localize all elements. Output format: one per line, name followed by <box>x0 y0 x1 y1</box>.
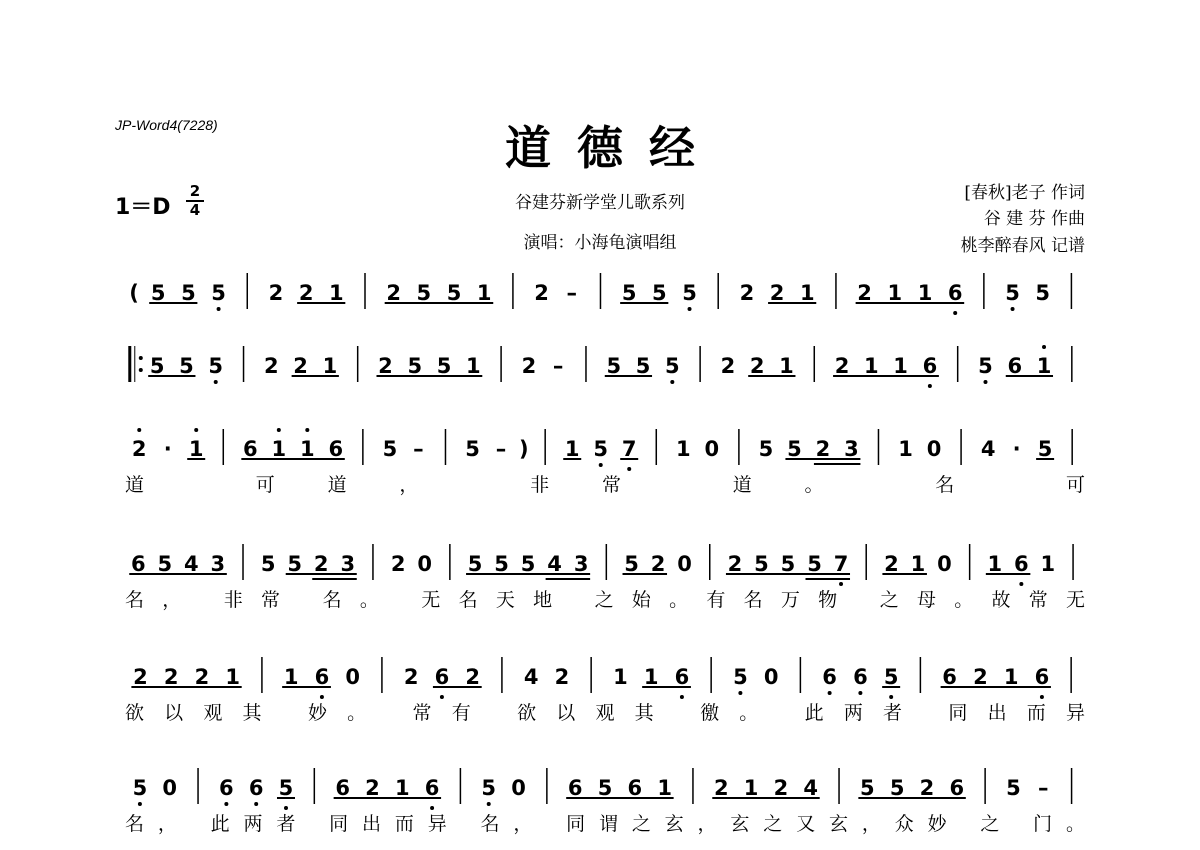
note-number: 1 <box>476 281 492 305</box>
note-number: 6 <box>219 776 234 800</box>
note-number: 6 <box>424 776 440 800</box>
note-number: 5 <box>978 354 993 378</box>
note-number: 5 <box>593 437 609 461</box>
note-number: 2 <box>773 776 789 800</box>
note-number: 6 <box>248 776 264 800</box>
note-number: 5 <box>780 552 796 576</box>
octave-dot-low <box>599 463 603 467</box>
note-number: 6 <box>130 552 146 576</box>
note-number: 1 <box>887 281 903 305</box>
note-number: 5 <box>889 776 905 800</box>
note-number: 2 <box>378 354 393 378</box>
note-number: 5 <box>883 665 899 689</box>
note-number: 4 <box>523 665 539 689</box>
note-number: 0 <box>345 665 361 689</box>
note-number: 6 <box>942 665 957 689</box>
note-number: – <box>552 354 564 378</box>
note-number: 4 <box>980 437 996 461</box>
note-number: 5 <box>382 437 398 461</box>
note-number: 5 <box>733 665 748 689</box>
note-number: 6 <box>822 665 837 689</box>
note-number: 5 <box>446 281 462 305</box>
octave-dot-low <box>254 802 258 806</box>
note-number: 6 <box>947 281 963 305</box>
song-title: 道德经 <box>505 121 721 175</box>
note-number: 2 <box>727 552 743 576</box>
note-number: 6 <box>328 437 344 461</box>
note-number: 2 <box>834 354 850 378</box>
note-number: 5 <box>665 354 680 378</box>
note-number: 2 <box>884 552 899 576</box>
note-number: 6 <box>674 665 690 689</box>
note-number: 2 <box>365 776 380 800</box>
software-label: JP-Word4(7228) <box>115 117 218 133</box>
note-number: 2 <box>720 354 736 378</box>
note-number: 2 <box>973 665 988 689</box>
note-number: 4 <box>803 776 819 800</box>
note-number: 5 <box>635 354 651 378</box>
note-number: 2 <box>133 665 148 689</box>
note-number: 1 <box>1040 552 1056 576</box>
note-number: 1 <box>188 437 204 461</box>
note-number: 2 <box>521 354 537 378</box>
octave-dot-low <box>430 806 434 810</box>
note-number: 7 <box>621 437 637 461</box>
note-number: 5 <box>682 281 697 305</box>
octave-dot-low <box>688 307 692 311</box>
note-number: 1 <box>394 776 410 800</box>
note-number: 2 <box>919 776 935 800</box>
repeat-dot <box>139 356 143 360</box>
note-number: 1 <box>1036 354 1052 378</box>
octave-dot-low <box>1040 695 1044 699</box>
note-number: · <box>163 437 172 461</box>
note-number: 2 <box>194 665 210 689</box>
note-number: 0 <box>511 776 526 800</box>
octave-dot-high <box>194 428 198 432</box>
octave-dot-low <box>828 691 832 695</box>
note-number: 2 <box>403 665 419 689</box>
note-number: 1 <box>1003 665 1019 689</box>
time-denominator: 4 <box>189 201 201 219</box>
note-number: 0 <box>417 552 432 576</box>
octave-dot-low <box>858 691 862 695</box>
note-number: 5 <box>1006 776 1021 800</box>
note-number: 1 <box>271 437 287 461</box>
note-number: 1 <box>613 665 628 689</box>
note-number: 5 <box>150 281 166 305</box>
note-number: 6 <box>949 776 965 800</box>
note-number: 6 <box>853 665 868 689</box>
note-number: 1 <box>322 354 338 378</box>
note-number: 0 <box>763 665 779 689</box>
note-number: 3 <box>573 552 589 576</box>
note-number: 1 <box>779 354 794 378</box>
note-number: 6 <box>1014 552 1029 576</box>
note-number: – <box>1038 776 1049 800</box>
note-number: 5 <box>652 281 667 305</box>
series-subtitle: 谷建芬新学堂儿歌系列 <box>515 193 685 213</box>
note-number: 4 <box>547 552 562 576</box>
note-number: 2 <box>313 552 329 576</box>
note-number: 1 <box>676 437 691 461</box>
note-number: 5 <box>132 776 148 800</box>
note-number: 6 <box>627 776 643 800</box>
note-number: 2 <box>131 437 147 461</box>
note-number: 1 <box>465 354 481 378</box>
octave-dot-low <box>889 695 893 699</box>
octave-dot-low <box>487 802 491 806</box>
note-number: 2 <box>749 354 765 378</box>
note-number: 1 <box>643 665 659 689</box>
octave-dot-low <box>738 691 742 695</box>
repeat-dot <box>139 368 143 372</box>
note-number: ( <box>129 281 139 305</box>
lyrics-line: 名， 非常 名。 无名天地 之始。有名万物 之母。故常无 <box>125 589 1086 611</box>
note-number: 1 <box>300 437 315 461</box>
octave-dot-low <box>440 695 444 699</box>
note-number: 1 <box>987 552 1003 576</box>
note-number: – <box>566 281 578 305</box>
octave-dot-high <box>1042 345 1046 349</box>
octave-dot-low <box>983 380 987 384</box>
note-number: 5 <box>606 354 622 378</box>
note-number: 0 <box>162 776 178 800</box>
note-number: 1 <box>283 665 299 689</box>
octave-dot-low <box>138 802 142 806</box>
credit-composer: 谷 建 芬 作曲 <box>983 209 1085 229</box>
octave-dot-low <box>224 802 228 806</box>
note-number: 0 <box>677 552 692 576</box>
octave-dot-high <box>277 428 281 432</box>
note-number: 0 <box>937 552 952 576</box>
note-number: 5 <box>467 552 483 576</box>
note-number: 5 <box>1005 281 1020 305</box>
note-number: 2 <box>534 281 549 305</box>
note-number: 1 <box>898 437 913 461</box>
octave-dot-low <box>1011 307 1015 311</box>
note-number: 6 <box>335 776 350 800</box>
note-number: 5 <box>208 354 224 378</box>
lyrics-line: 道 可道， 非常 道。 名 可 <box>125 474 1085 496</box>
octave-dot-low <box>320 695 324 699</box>
note-number: 2 <box>390 552 406 576</box>
note-number: 5 <box>494 552 509 576</box>
note-number: 5 <box>157 552 173 576</box>
octave-dot-low <box>214 380 218 384</box>
note-number: 2 <box>857 281 872 305</box>
note-number: 2 <box>739 281 755 305</box>
note-number: 6 <box>922 354 938 378</box>
note-number: 2 <box>163 665 179 689</box>
note-number: · <box>1012 437 1021 461</box>
note-number: 5 <box>179 354 194 378</box>
note-number: 1 <box>225 665 241 689</box>
note-number: 2 <box>769 281 785 305</box>
note-number: 2 <box>554 665 570 689</box>
note-number: 0 <box>704 437 720 461</box>
note-number: – <box>495 437 507 461</box>
note-number: 1 <box>864 354 879 378</box>
note-number: 5 <box>520 552 536 576</box>
note-number: 5 <box>287 552 303 576</box>
note-number: 1 <box>743 776 759 800</box>
note-number: 2 <box>264 354 279 378</box>
note-number: 5 <box>787 437 802 461</box>
time-numerator: 2 <box>189 182 201 200</box>
octave-dot-low <box>217 307 221 311</box>
performer: 演唱：小海龟演唱组 <box>523 233 677 253</box>
credit-lyricist: [春秋]老子 作词 <box>964 183 1085 203</box>
note-number: 1 <box>564 437 580 461</box>
note-number: 5 <box>481 776 497 800</box>
note-number: 2 <box>815 437 831 461</box>
lyrics-line: 欲以观其 妙。 常有 欲以观其 徼。 此两者 同出而异 <box>125 702 1086 724</box>
octave-dot-low <box>839 582 843 586</box>
note-number: 5 <box>621 281 637 305</box>
octave-dot-low <box>953 311 957 315</box>
note-number: 5 <box>1035 281 1051 305</box>
note-number: 2 <box>650 552 666 576</box>
octave-dot-high <box>137 428 141 432</box>
lyrics-line: 名， 此两者 同出而异 名， 同谓之玄，玄之又玄，众妙 之 门。 <box>125 813 1085 835</box>
note-number: 5 <box>624 552 639 576</box>
octave-dot-low <box>680 695 684 699</box>
note-number: 6 <box>567 776 583 800</box>
note-number: 5 <box>758 437 774 461</box>
note-number: 1 <box>799 281 815 305</box>
note-number: 4 <box>183 552 199 576</box>
note-number: 1 <box>910 552 926 576</box>
note-number: ) <box>519 437 529 461</box>
note-number: 0 <box>926 437 942 461</box>
note-number: 5 <box>260 552 276 576</box>
note-number: 2 <box>298 281 314 305</box>
note-number: 2 <box>713 776 729 800</box>
note-number: 2 <box>293 354 308 378</box>
note-number: 5 <box>465 437 480 461</box>
note-number: 5 <box>597 776 613 800</box>
note-number: 1 <box>329 281 344 305</box>
octave-dot-low <box>670 380 674 384</box>
note-number: 2 <box>268 281 284 305</box>
octave-dot-high <box>305 428 309 432</box>
note-number: 6 <box>1007 354 1023 378</box>
note-number: 5 <box>211 281 226 305</box>
note-number: 5 <box>149 354 165 378</box>
note-number: 6 <box>243 437 258 461</box>
note-number: 6 <box>1034 665 1050 689</box>
octave-dot-low <box>1019 582 1023 586</box>
note-number: 5 <box>1037 437 1053 461</box>
octave-dot-low <box>284 806 288 810</box>
note-number: 6 <box>314 665 330 689</box>
note-number: 5 <box>860 776 875 800</box>
note-number: 5 <box>754 552 769 576</box>
note-number: 3 <box>340 552 356 576</box>
note-number: – <box>413 437 424 461</box>
octave-dot-low <box>928 384 932 388</box>
note-number: 2 <box>465 665 481 689</box>
octave-dot-low <box>627 467 631 471</box>
note-number: 1 <box>893 354 908 378</box>
credit-transcriber: 桃李醉春风 记谱 <box>960 236 1085 256</box>
note-number: 2 <box>386 281 401 305</box>
note-number: 5 <box>807 552 822 576</box>
note-number: 7 <box>833 552 849 576</box>
note-number: 3 <box>844 437 859 461</box>
note-number: 1 <box>657 776 672 800</box>
note-number: 5 <box>278 776 294 800</box>
note-number: 1 <box>917 281 933 305</box>
note-number: 5 <box>181 281 196 305</box>
note-number: 6 <box>434 665 450 689</box>
note-number: 3 <box>210 552 226 576</box>
key-signature: 1＝D <box>115 195 171 220</box>
note-number: 5 <box>407 354 423 378</box>
note-number: 5 <box>436 354 452 378</box>
note-number: 5 <box>416 281 432 305</box>
